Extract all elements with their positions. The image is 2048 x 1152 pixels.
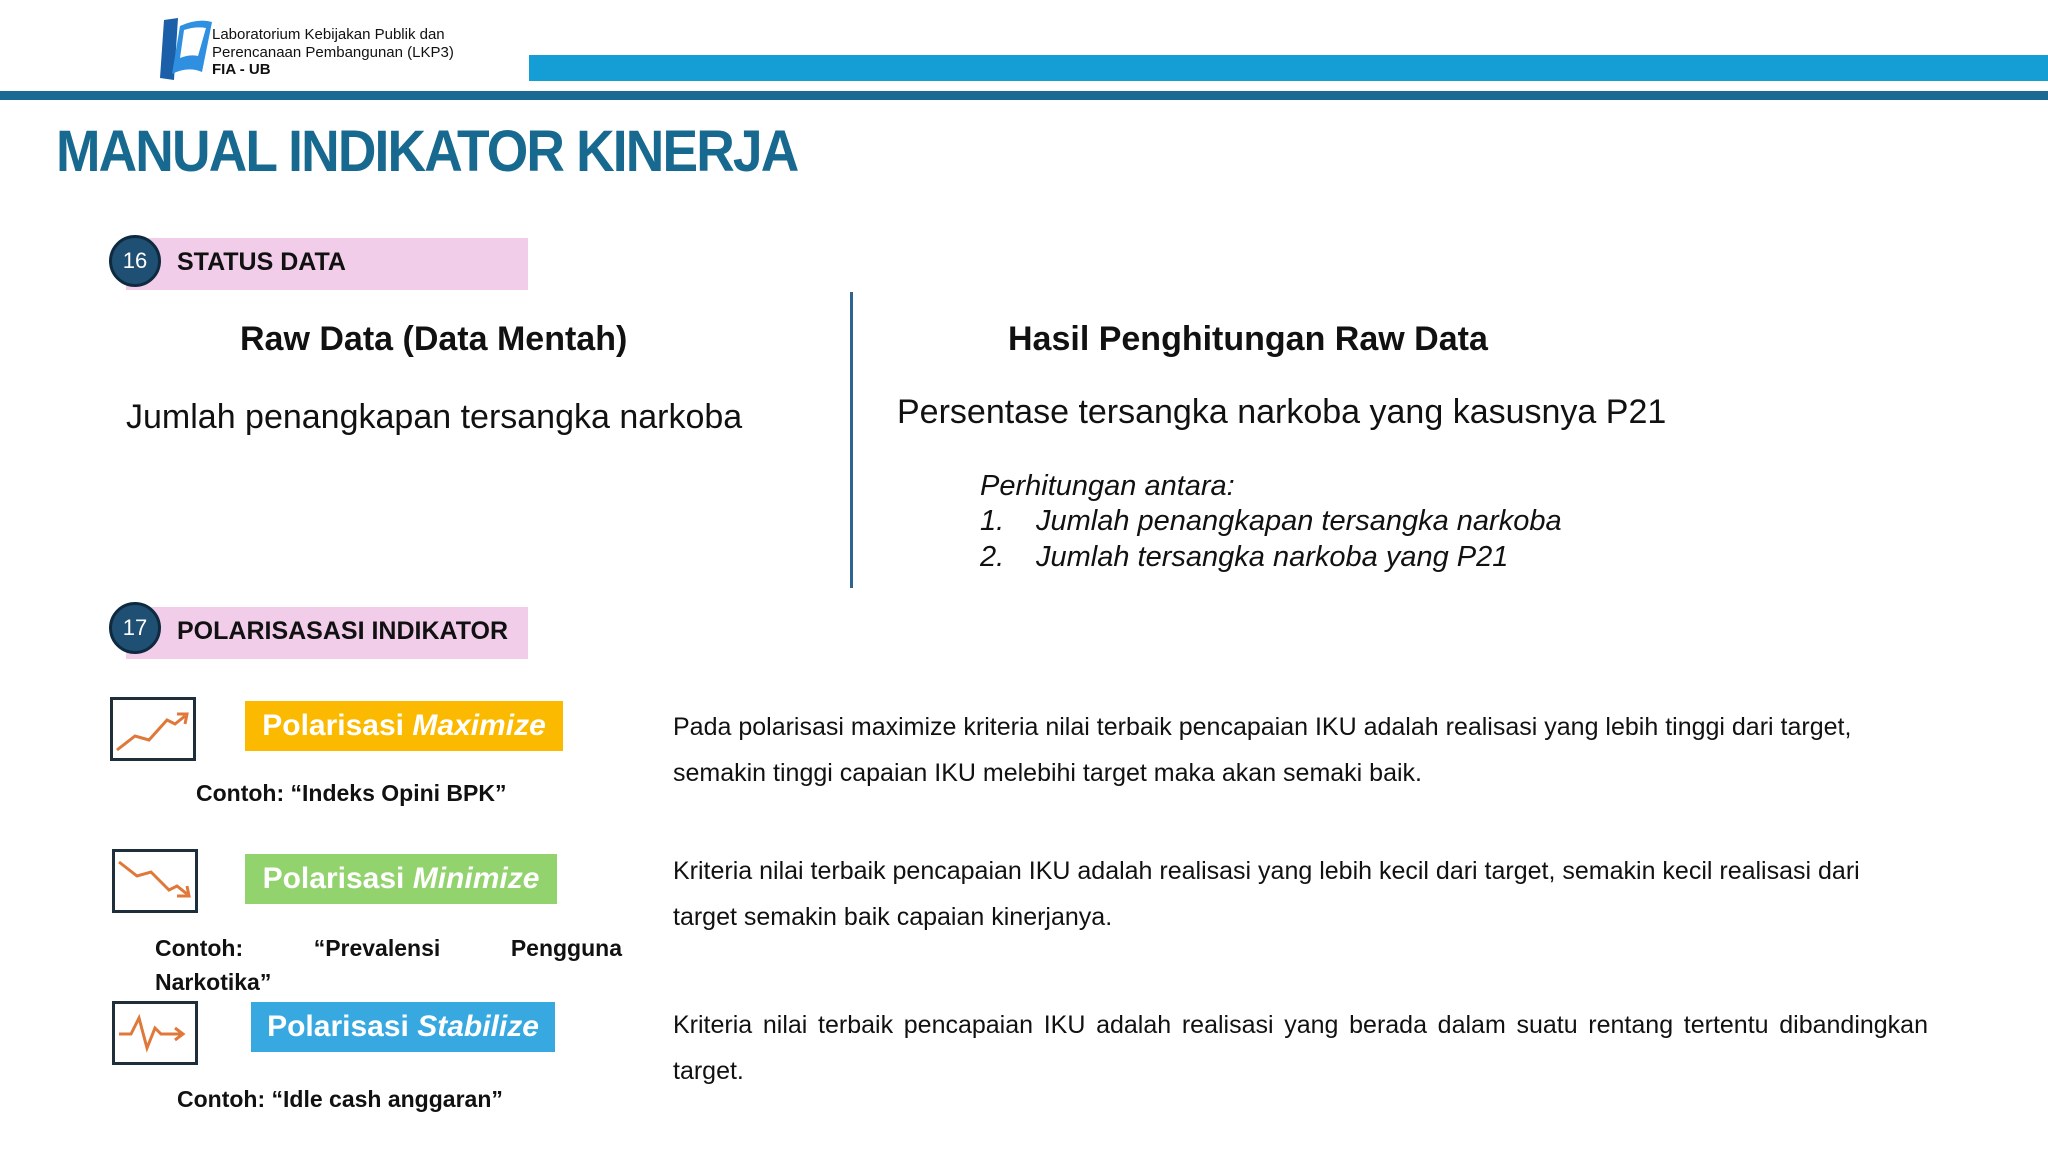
calculation-item-number: 2. (980, 541, 1005, 573)
minimize-description: Kriteria nilai terbaik pencapaian IKU adalah realisasi yang lebih kecil dari target, semakin kecil realisasi dari target semakin baik capaian kinerjanya. (673, 857, 1860, 931)
stabilize-example: Contoh: “Idle cash anggaran” (177, 1086, 503, 1112)
page-title: MANUAL INDIKATOR KINERJA (56, 119, 798, 184)
minimize-example: Contoh: “Prevalensi Pengguna (155, 935, 622, 961)
calculation-item-text: Jumlah tersangka narkoba yang P21 (1036, 541, 1509, 573)
polarization-minimize-badge (245, 854, 557, 904)
calculation-item-text: Jumlah penangkapan tersangka narkoba (1036, 505, 1562, 537)
logo-icon (158, 16, 214, 82)
stabilize-description: Kriteria nilai terbaik pencapaian IKU adalah realisasi yang berada dalam suatu rentang tertentu dibandingkan target. (673, 1011, 1928, 1085)
trend-down-icon (112, 849, 198, 913)
badge-italic-label: Minimize (412, 862, 540, 895)
section-17-label: POLARISASASI INDIKATOR (177, 617, 509, 645)
org-name-line3: FIA - UB (212, 61, 271, 78)
calculation-intro: Perhitungan antara: (980, 470, 1235, 502)
calculation-item (980, 541, 1508, 574)
section-16-label: STATUS DATA (177, 248, 346, 276)
badge-prefix: Polarisasi (262, 709, 405, 742)
polarization-maximize-badge (245, 701, 563, 751)
section-17-number: 17 (109, 602, 161, 654)
header-divider (0, 91, 2048, 100)
header-accent-bar (529, 55, 2048, 81)
calculated-data-heading: Hasil Penghitungan Raw Data (1008, 320, 1488, 358)
badge-italic-label: Stabilize (417, 1010, 539, 1043)
trend-up-icon (110, 697, 196, 761)
maximize-example: Contoh: “Indeks Opini BPK” (196, 780, 507, 806)
badge-prefix: Polarisasi (262, 862, 405, 895)
column-divider (850, 292, 853, 588)
calculation-item-number: 1. (980, 505, 1005, 537)
polarization-stabilize-badge (251, 1002, 555, 1052)
org-name-line1: Laboratorium Kebijakan Publik dan (212, 26, 445, 43)
section-16-number: 16 (109, 235, 161, 287)
calculation-item (980, 505, 1562, 538)
badge-prefix: Polarisasi (267, 1010, 409, 1043)
raw-data-heading: Raw Data (Data Mentah) (240, 320, 628, 358)
trend-stable-icon (112, 1001, 198, 1065)
raw-data-text: Jumlah penangkapan tersangka narkoba (126, 398, 743, 436)
minimize-example-continued: Narkotika” (155, 969, 272, 995)
org-name-line2: Perencanaan Pembangunan (LKP3) (212, 44, 454, 61)
calculated-data-text: Persentase tersangka narkoba yang kasusnya P21 (897, 393, 1667, 431)
badge-italic-label: Maximize (412, 709, 546, 742)
maximize-description: Pada polarisasi maximize kriteria nilai terbaik pencapaian IKU adalah realisasi yang lebih tinggi dari target, semakin tinggi capaian IKU melebihi target maka akan semaki baik. (673, 713, 1852, 787)
